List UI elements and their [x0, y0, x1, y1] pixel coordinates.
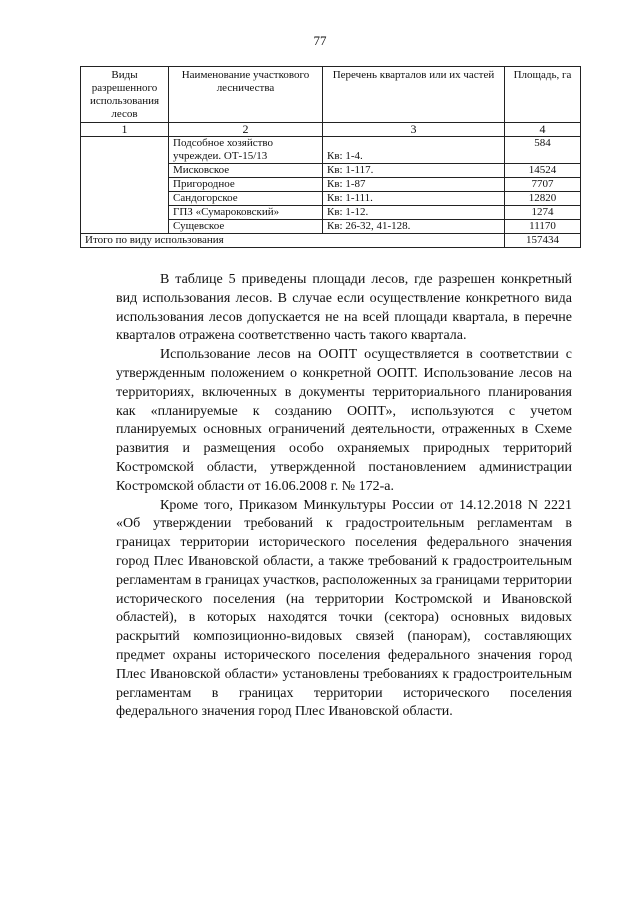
table-row — [81, 137, 581, 164]
quarters-cell: Кв: 1-117. — [323, 164, 505, 178]
header-forestry: Наименование участкового лесничества — [169, 67, 323, 123]
paragraph: В таблице 5 приведены площади лесов, где разрешен конкретный вид использования лесов. В случае если осуществление конкретного вида использования лесов допускается не на всей площади квартала, в перечне кварталов отражена соответственно часть такого квартала. — [116, 272, 572, 344]
area-cell: 11170 — [505, 220, 581, 234]
quarters-cell: Кв: 1-12. — [323, 206, 505, 220]
forestry-cell: Пригородное — [169, 178, 323, 192]
forestry-cell: Сандогорское — [169, 192, 323, 206]
body-text — [116, 271, 572, 722]
column-number: 2 — [169, 123, 323, 137]
forestry-cell: Подсобное хозяйство учреждеи. ОТ-15/13 — [169, 137, 323, 164]
header-quarters: Перечень кварталов или их частей — [323, 67, 505, 123]
quarters-cell: Кв: 1-111. — [323, 192, 505, 206]
column-number: 1 — [81, 123, 169, 137]
table-total-row — [81, 234, 581, 248]
total-area: 157434 — [505, 234, 581, 248]
forestry-cell: Мисковское — [169, 164, 323, 178]
header-area: Площадь, га — [505, 67, 581, 123]
column-number: 4 — [505, 123, 581, 137]
area-cell: 1274 — [505, 206, 581, 220]
column-number: 3 — [323, 123, 505, 137]
forest-use-table — [80, 66, 581, 248]
forestry-cell: ГПЗ «Сумароковский» — [169, 206, 323, 220]
page-number: 77 — [313, 33, 327, 48]
forestry-cell: Сущевское — [169, 220, 323, 234]
table-header-row — [81, 67, 581, 123]
use-type-cell — [81, 137, 169, 234]
area-cell: 584 — [505, 137, 581, 164]
header-use-type: Виды разрешенного использования лесов — [81, 67, 169, 123]
total-label: Итого по виду использования — [81, 234, 505, 248]
paragraph: Использование лесов на ООПТ осуществляется в соответствии с утвержденным положением о конкретной ООПТ. Использование лесов на территориях, включенных в документы территориального планирования как «планируемые к созданию ООПТ», используются с учетом планируемых основных ограничений деятельности, отраженных в Схеме развития и размещения особо охраняемых природных территорий Костромской области, утвержденной постановлением администрации Костромской области от 16.06.2008 г. № 172-а. — [116, 347, 572, 494]
quarters-cell: Кв: 1-4. — [323, 137, 505, 164]
column-number-row — [81, 123, 581, 137]
area-cell: 12820 — [505, 192, 581, 206]
area-cell: 14524 — [505, 164, 581, 178]
quarters-cell: Кв: 1-87 — [323, 178, 505, 192]
quarters-cell: Кв: 26-32, 41-128. — [323, 220, 505, 234]
paragraph: Кроме того, Приказом Минкультуры России от 14.12.2018 N 2221 «Об утверждении требований к градостроительным регламентам в границах территории исторического поселения федерального значения город Плес Ивановской области, а также требований к градостроительным регламентам в границах участков, расположенных за границами территории исторического поселения (на территории Костромской и Ивановской областей), в которых находятся точки (сектора) основных видовых раскрытий композиционно-видовых связей (панорам), составляющих предмет охраны исторического поселения федерального значения город Плес Ивановской области» установлены требованиях к градостроительным регламентам в границах территории исторического поселения федерального значения город Плес Ивановской области. — [116, 497, 572, 720]
area-cell: 7707 — [505, 178, 581, 192]
